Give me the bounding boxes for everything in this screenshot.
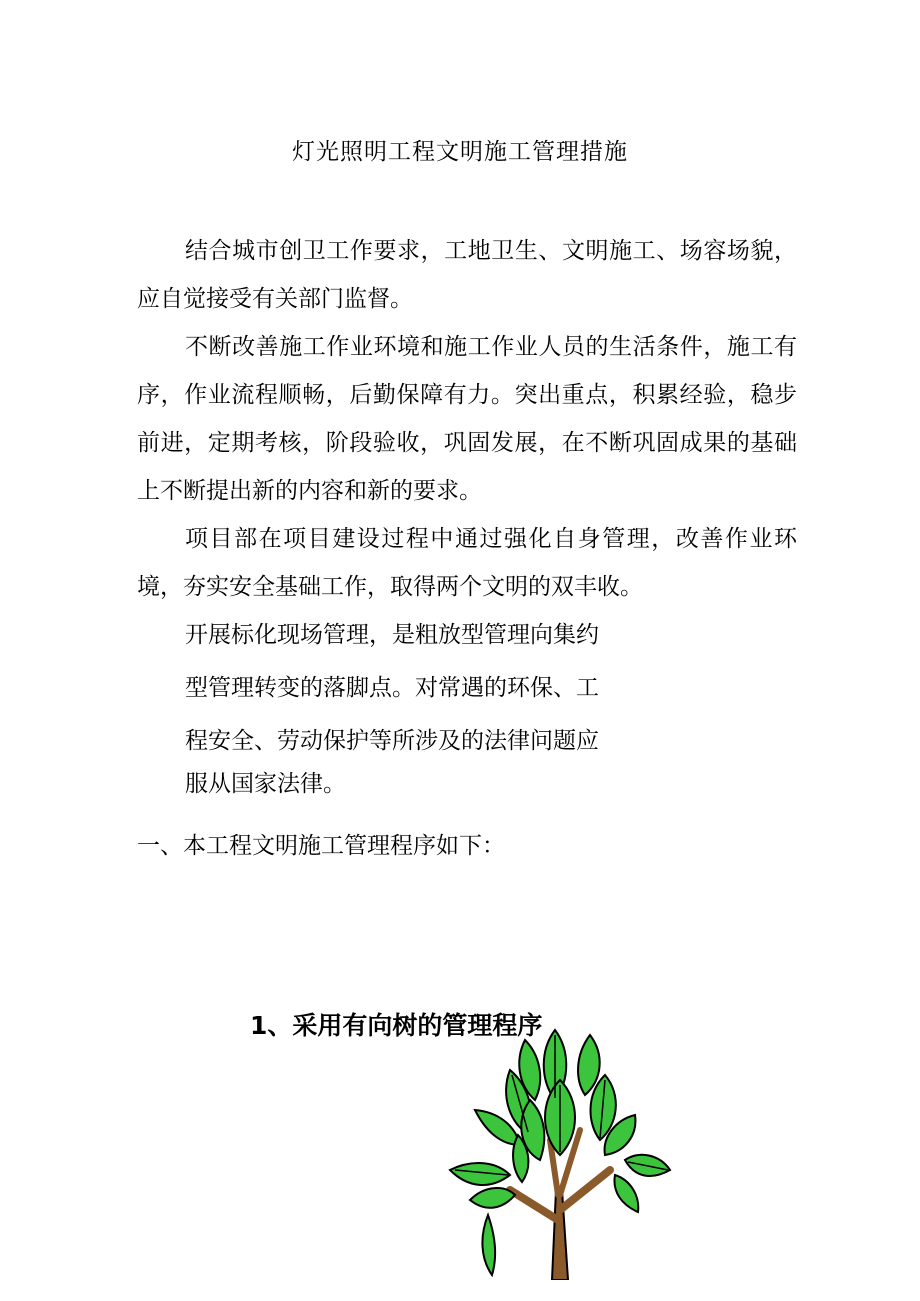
short-line-2: 型管理转变的落脚点。对常遇的环保、工 bbox=[185, 675, 599, 701]
tree-icon bbox=[440, 1020, 680, 1280]
paragraph-2: 不断改善施工作业环境和施工作业人员的生活条件，施工有序，作业流程顺畅，后勤保障有力。突出重点，积累经验，稳步前进，定期考核，阶段验收，巩固发展，在不断巩固成果的基础上不断提出新的内容和新的要求。 bbox=[137, 334, 797, 504]
short-line-1: 开展标化现场管理，是粗放型管理向集约 bbox=[185, 622, 599, 648]
document-title: 灯光照明工程文明施工管理措施 bbox=[292, 139, 628, 165]
paragraph-1: 结合城市创卫工作要求，工地卫生、文明施工、场容场貌，应自觉接受有关部门监督。 bbox=[137, 238, 797, 312]
sub-heading: 1、采用有向树的管理程序 bbox=[250, 1011, 543, 1040]
paragraph-3: 项目部在项目建设过程中通过强化自身管理，改善作业环境，夯实安全基础工作，取得两个文明的双丰收。 bbox=[137, 526, 797, 600]
short-line-4: 服从国家法律。 bbox=[185, 771, 346, 797]
section-heading: 一、本工程文明施工管理程序如下： bbox=[137, 833, 505, 859]
short-line-3: 程安全、劳动保护等所涉及的法律问题应 bbox=[185, 728, 599, 754]
